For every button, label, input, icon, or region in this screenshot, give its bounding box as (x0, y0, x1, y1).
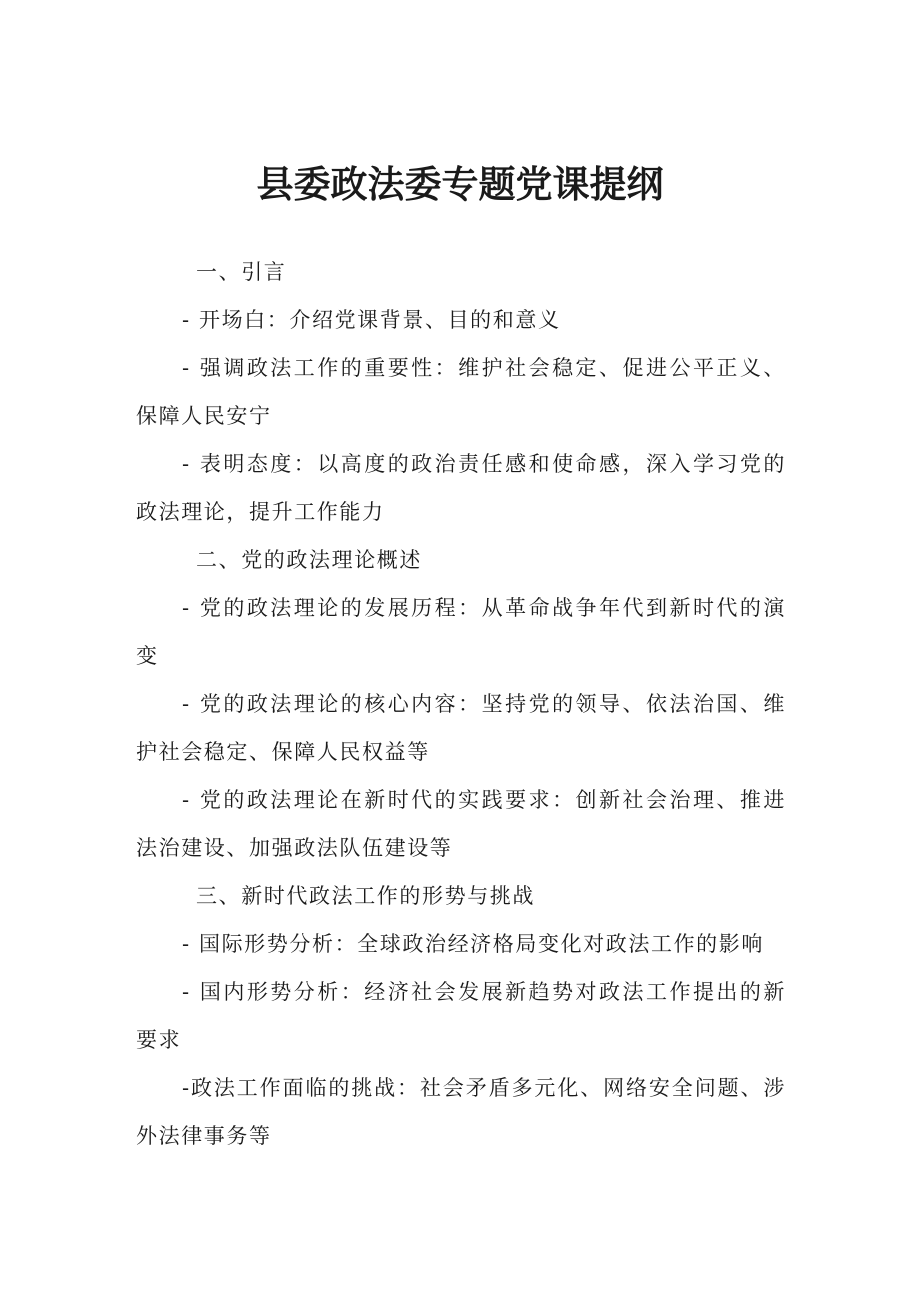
outline-item: - 党的政法理论在新时代的实践要求：创新社会治理、推进法治建设、加强政法队伍建设等 (136, 788, 786, 860)
outline-item: -政法工作面临的挑战：社会矛盾多元化、网络安全问题、涉外法律事务等 (136, 1076, 786, 1148)
section-heading-challenges: 三、新时代政法工作的形势与挑战 (196, 884, 535, 908)
document-body (136, 248, 786, 1160)
outline-item: - 强调政法工作的重要性：维护社会稳定、促进公平正义、保障人民安宁 (136, 356, 786, 428)
outline-item: - 国内形势分析：经济社会发展新趋势对政法工作提出的新要求 (136, 980, 786, 1052)
outline-item: - 国际形势分析：全球政治经济格局变化对政法工作的影响 (182, 932, 764, 956)
section-heading-theory: 二、党的政法理论概述 (196, 548, 422, 572)
document-title: 县委政法委专题党课提纲 (256, 163, 664, 206)
outline-item: - 党的政法理论的核心内容：坚持党的领导、依法治国、维护社会稳定、保障人民权益等 (136, 692, 786, 764)
outline-item: - 党的政法理论的发展历程：从革命战争年代到新时代的演变 (136, 596, 786, 668)
outline-item: - 开场白：介绍党课背景、目的和意义 (182, 308, 561, 332)
outline-item: - 表明态度：以高度的政治责任感和使命感，深入学习党的政法理论，提升工作能力 (136, 452, 786, 524)
section-heading-intro: 一、引言 (196, 260, 287, 284)
